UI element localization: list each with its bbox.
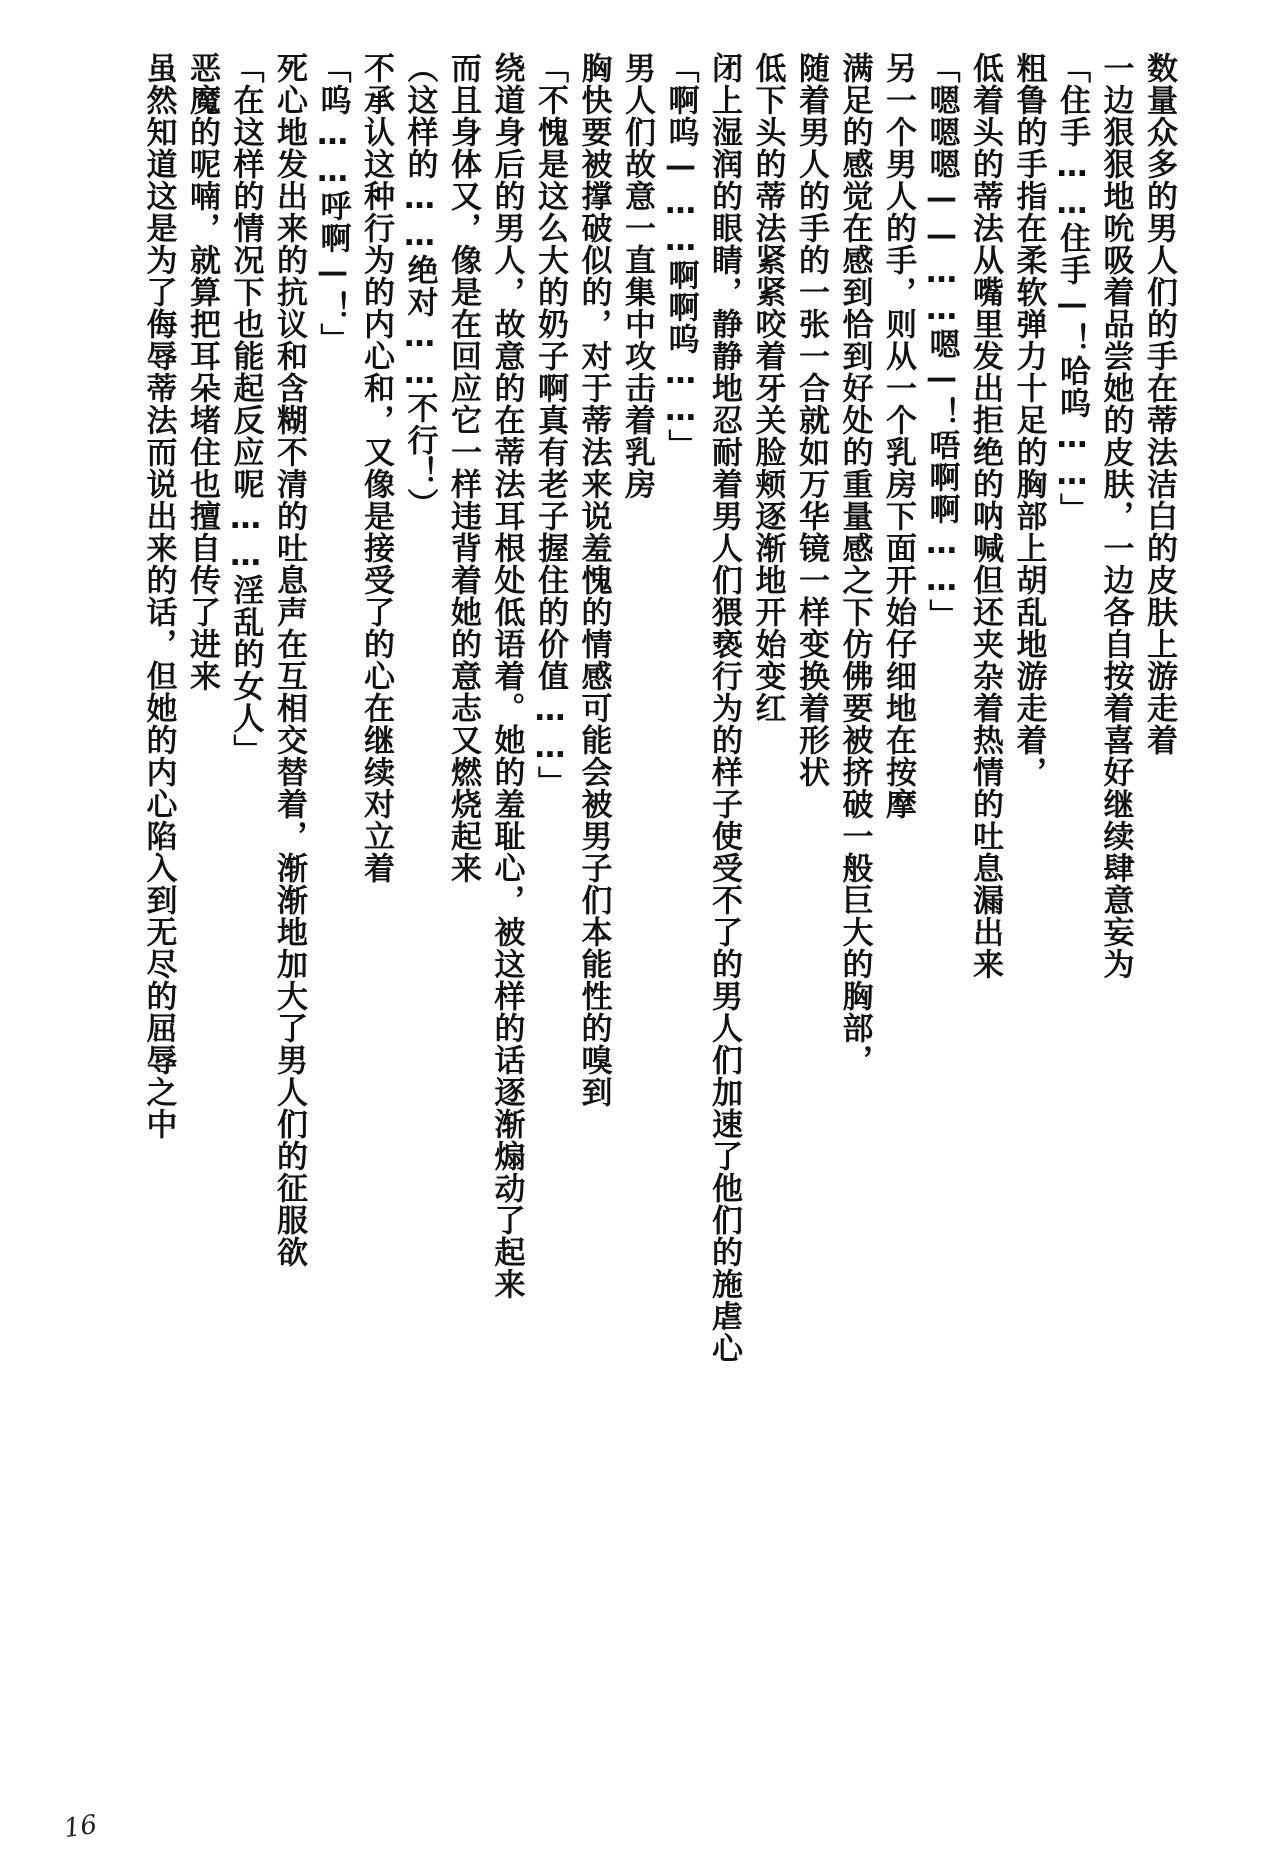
dialogue-line: 「住手……住手—！哈呜……」 <box>1054 52 1090 525</box>
dialogue-line: 「啊呜—……啊啊呜……」 <box>662 52 699 461</box>
text-line: 随着男人的手的一张一合就如万华镜一样变换着形状 <box>793 52 829 788</box>
text-line: 男人们故意一直集中攻击着乳房 <box>619 52 655 500</box>
text-line: 而且身体又，像是在回应它一样违背着她的意志又燃烧起来 <box>445 52 481 884</box>
dialogue-line: 「在这样的情况下也能起反应呢……淫乱的女人」 <box>227 52 264 766</box>
text-line: 虽然知道这是为了侮辱蒂法而说出来的话，但她的内心陷入到无尽的屈辱之中 <box>140 52 177 1140</box>
text-line: 绕道身后的男人，故意的在蒂法耳根处低语着。她的羞耻心，被这样的话逐渐煽动了起来 <box>488 52 525 1300</box>
thought-line: （这样的……绝对……不行！） <box>401 52 438 520</box>
text-line: 胸快要被撑破似的，对于蒂法来说羞愧的情感可能会被男子们本能性的嗅到 <box>575 52 612 1108</box>
vertical-text-block <box>136 52 1180 1752</box>
text-line: 低下头的蒂法紧紧咬着牙关脸颊逐渐地开始变红 <box>749 52 786 724</box>
text-line: 闭上湿润的眼睛，静静地忍耐着男人们猥亵行为的样子使受不了的男人们加速了他们的施虐心 <box>706 52 742 1364</box>
text-line: 另一个男人的手，则从一个乳房下面开始仔细地在按摩 <box>880 52 916 820</box>
text-line: 不承认这种行为的内心和，又像是接受了的心在继续对立着 <box>358 52 394 884</box>
text-line: 粗鲁的手指在柔软弹力十足的胸部上胡乱地游走着， <box>1010 52 1047 788</box>
text-line: 数量众多的男人们的手在蒂法洁白的皮肤上游走着 <box>1141 52 1177 756</box>
dialogue-line: 「不愧是这么大的奶子啊真有老子握住的价值……」 <box>532 52 568 798</box>
text-line: 低着头的蒂法从嘴里发出拒绝的呐喊但还夹杂着热情的吐息漏出来 <box>967 52 1003 980</box>
text-line: 死心地发出来的抗议和含糊不清的吐息声在互相交替着，渐渐地加大了男人们的征服欲 <box>271 52 307 1268</box>
text-line: 一边狠狠地吮吸着品尝她的皮肤，一边各自按着喜好继续肆意妄为 <box>1097 52 1134 980</box>
text-line: 满足的感觉在感到恰到好处的重量感之下仿佛要被挤破一般巨大的胸部， <box>836 52 873 1076</box>
page-number: 16 <box>62 1809 100 1845</box>
dialogue-line: 「嗯嗯嗯——……嗯—！唔啊啊……」 <box>923 52 960 631</box>
dialogue-line: 「呜……呼啊—！」 <box>314 52 351 355</box>
text-line: 恶魔的呢喃，就算把耳朵堵住也擅自传了进来 <box>184 52 220 692</box>
